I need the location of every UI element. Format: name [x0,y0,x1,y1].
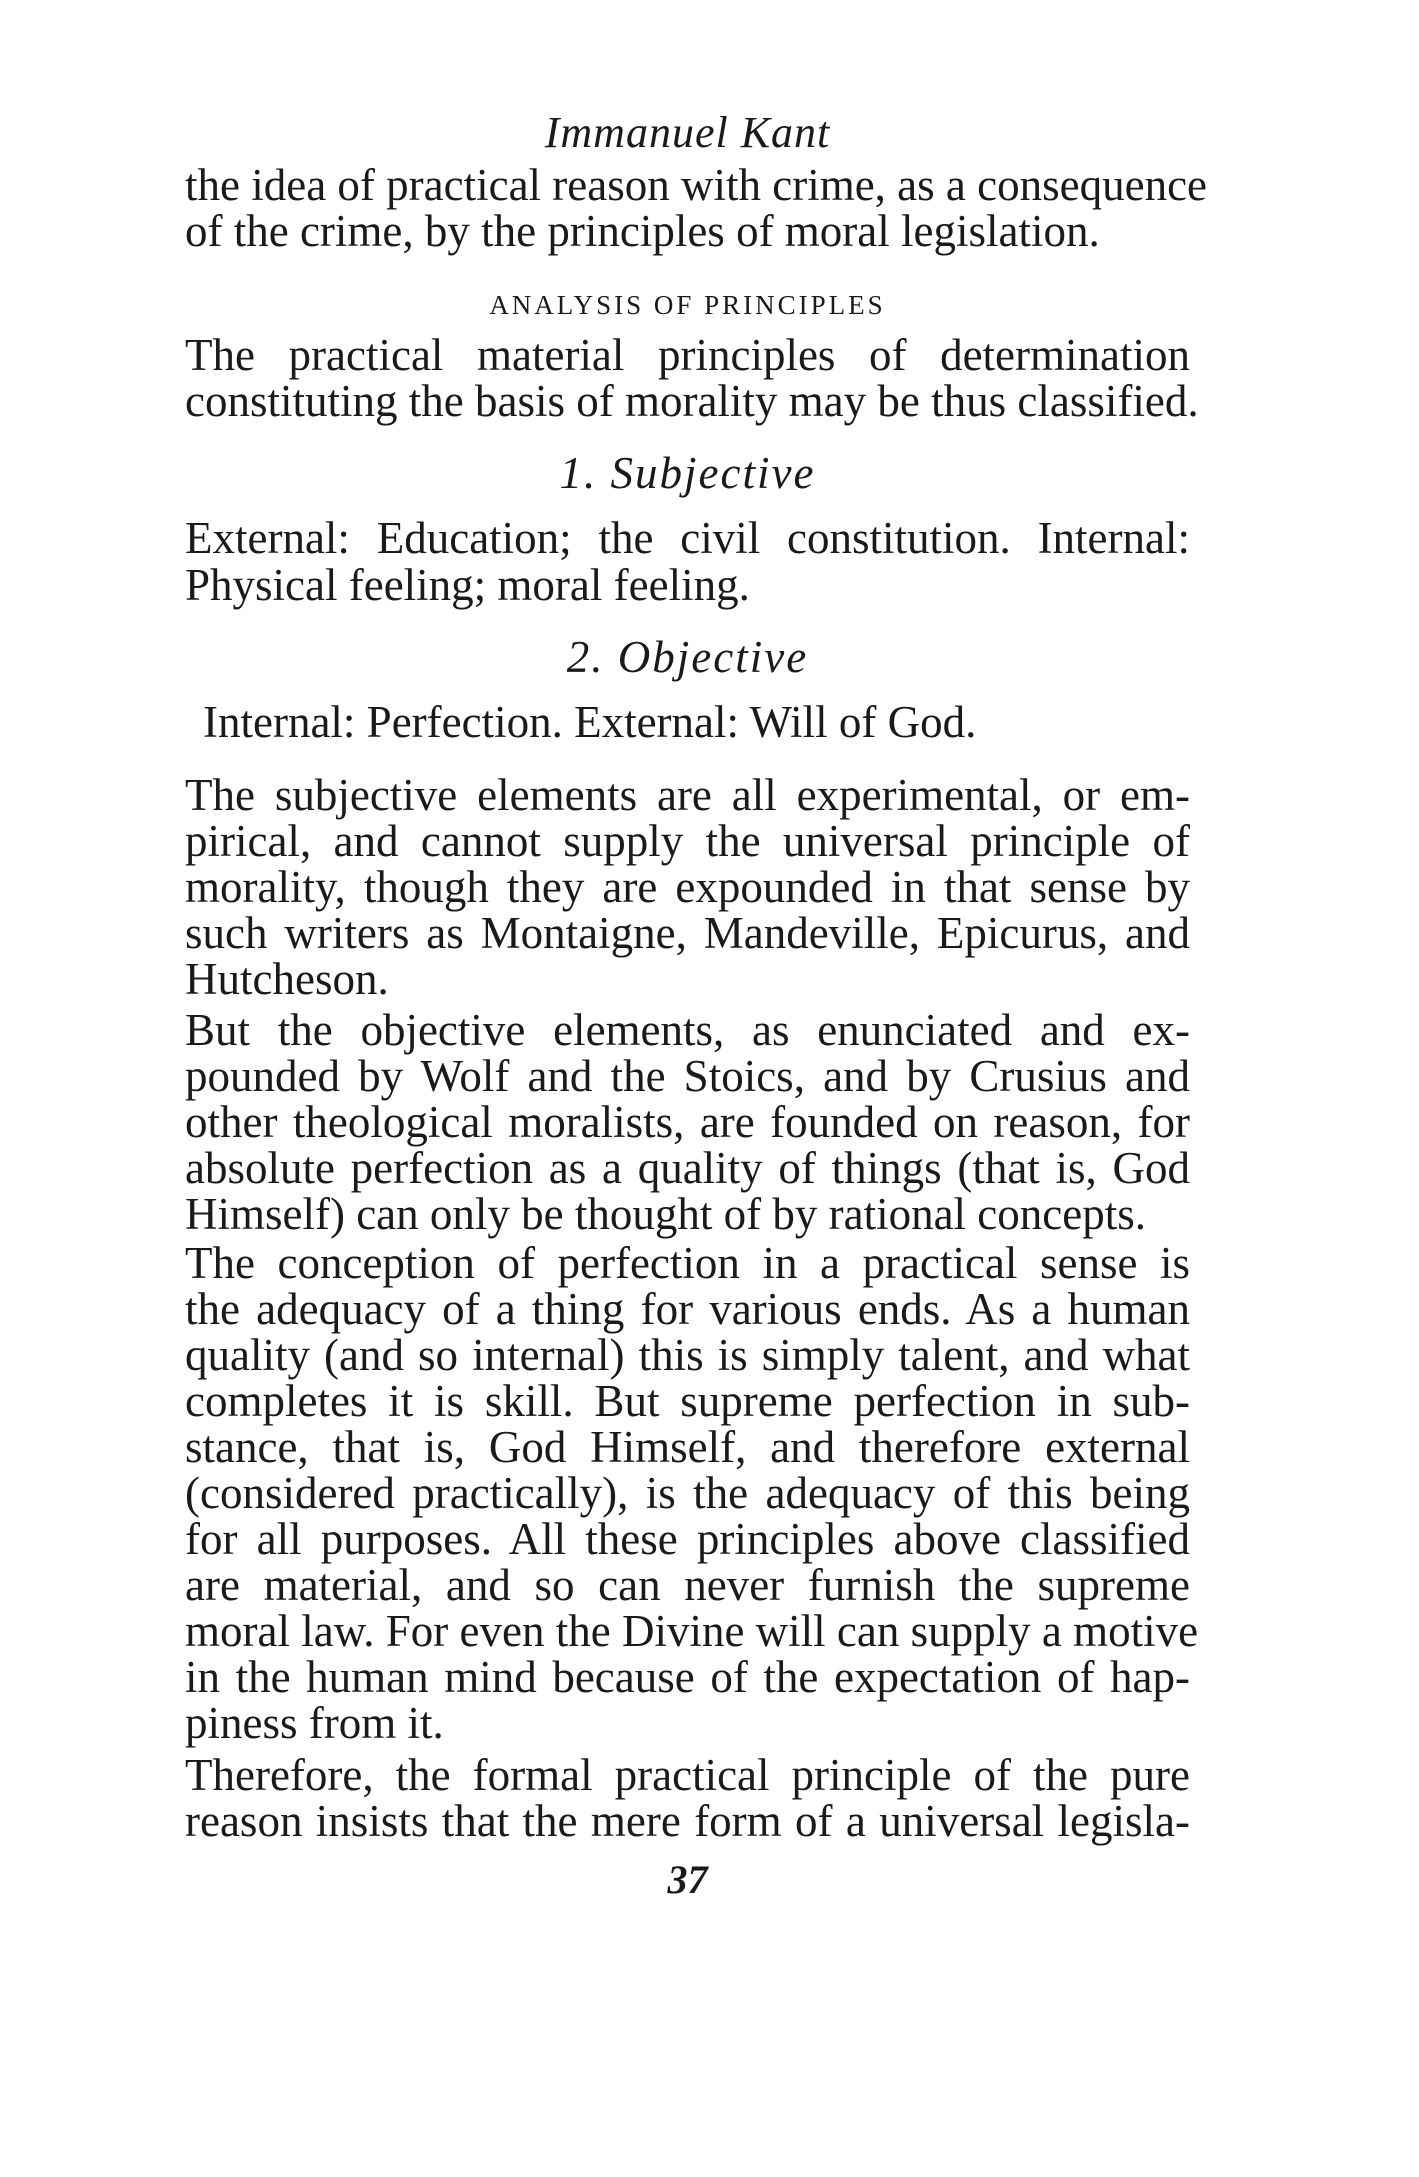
perfection-line-4: completes it is skill. But supreme perfection in sub- [185,1376,1190,1426]
subjective-line-1: External: Education; the civil constitution. Internal: [185,513,1190,563]
opening-line-1: the idea of practical reason with crime, as a consequence [185,160,1208,210]
objective-elements-line-3: other theological moralists, are founded on reason, for [185,1097,1190,1147]
perfection-line-3: quality (and so internal) this is simply talent, and what [185,1330,1190,1380]
running-header: Immanuel Kant [544,108,831,157]
subjective-elements-line-2: pirical, and cannot supply the universal principle of [185,816,1190,866]
perfection-line-2: the adequacy of a thing for various ends. As a human [185,1284,1190,1334]
subjective-elements-line-1: The subjective elements are all experimental, or em- [185,770,1190,820]
therefore-line-1: Therefore, the formal practical principle of the pure [185,1750,1190,1800]
objective-line-1: Internal: Perfection. External: Will of God. [203,697,977,747]
perfection-line-1: The conception of perfection in a practical sense is [185,1238,1190,1288]
objective-elements-line-2: pounded by Wolf and the Stoics, and by Crusius and [185,1051,1190,1101]
therefore-line-2: reason insists that the mere form of a universal legisla- [185,1796,1190,1846]
subjective-elements-line-4: such writers as Montaigne, Mandeville, Epicurus, and [185,908,1190,958]
perfection-line-9: moral law. For even the Divine will can supply a motive [185,1606,1199,1656]
opening-line-2: of the crime, by the principles of moral legislation. [185,206,1100,256]
objective-elements-line-5: Himself) can only be thought of by rational concepts. [185,1189,1146,1239]
subjective-elements-line-3: morality, though they are expounded in that sense by [185,862,1190,912]
perfection-line-11: piness from it. [185,1698,444,1748]
subjective-heading: 1. Subjective [559,448,816,498]
section-heading: ANALYSIS OF PRINCIPLES [489,290,886,320]
perfection-line-6: (considered practically), is the adequacy of this being [185,1468,1190,1518]
intro-line-2: constituting the basis of morality may be thus classified. [185,376,1199,426]
perfection-line-5: stance, that is, God Himself, and therefore external [185,1422,1190,1472]
intro-line-1: The practical material principles of determination [185,330,1190,380]
objective-elements-line-4: absolute perfection as a quality of things (that is, God [185,1143,1190,1193]
objective-heading: 2. Objective [566,632,809,682]
page-number: 37 [667,1857,708,1902]
subjective-line-2: Physical feeling; moral feeling. [185,560,750,610]
perfection-line-7: for all purposes. All these principles above classified [185,1514,1190,1564]
perfection-line-8: are material, and so can never furnish the supreme [185,1560,1190,1610]
subjective-elements-line-5: Hutcheson. [185,954,389,1004]
perfection-line-10: in the human mind because of the expectation of hap- [185,1652,1190,1702]
objective-elements-line-1: But the objective elements, as enunciated and ex- [185,1005,1190,1055]
